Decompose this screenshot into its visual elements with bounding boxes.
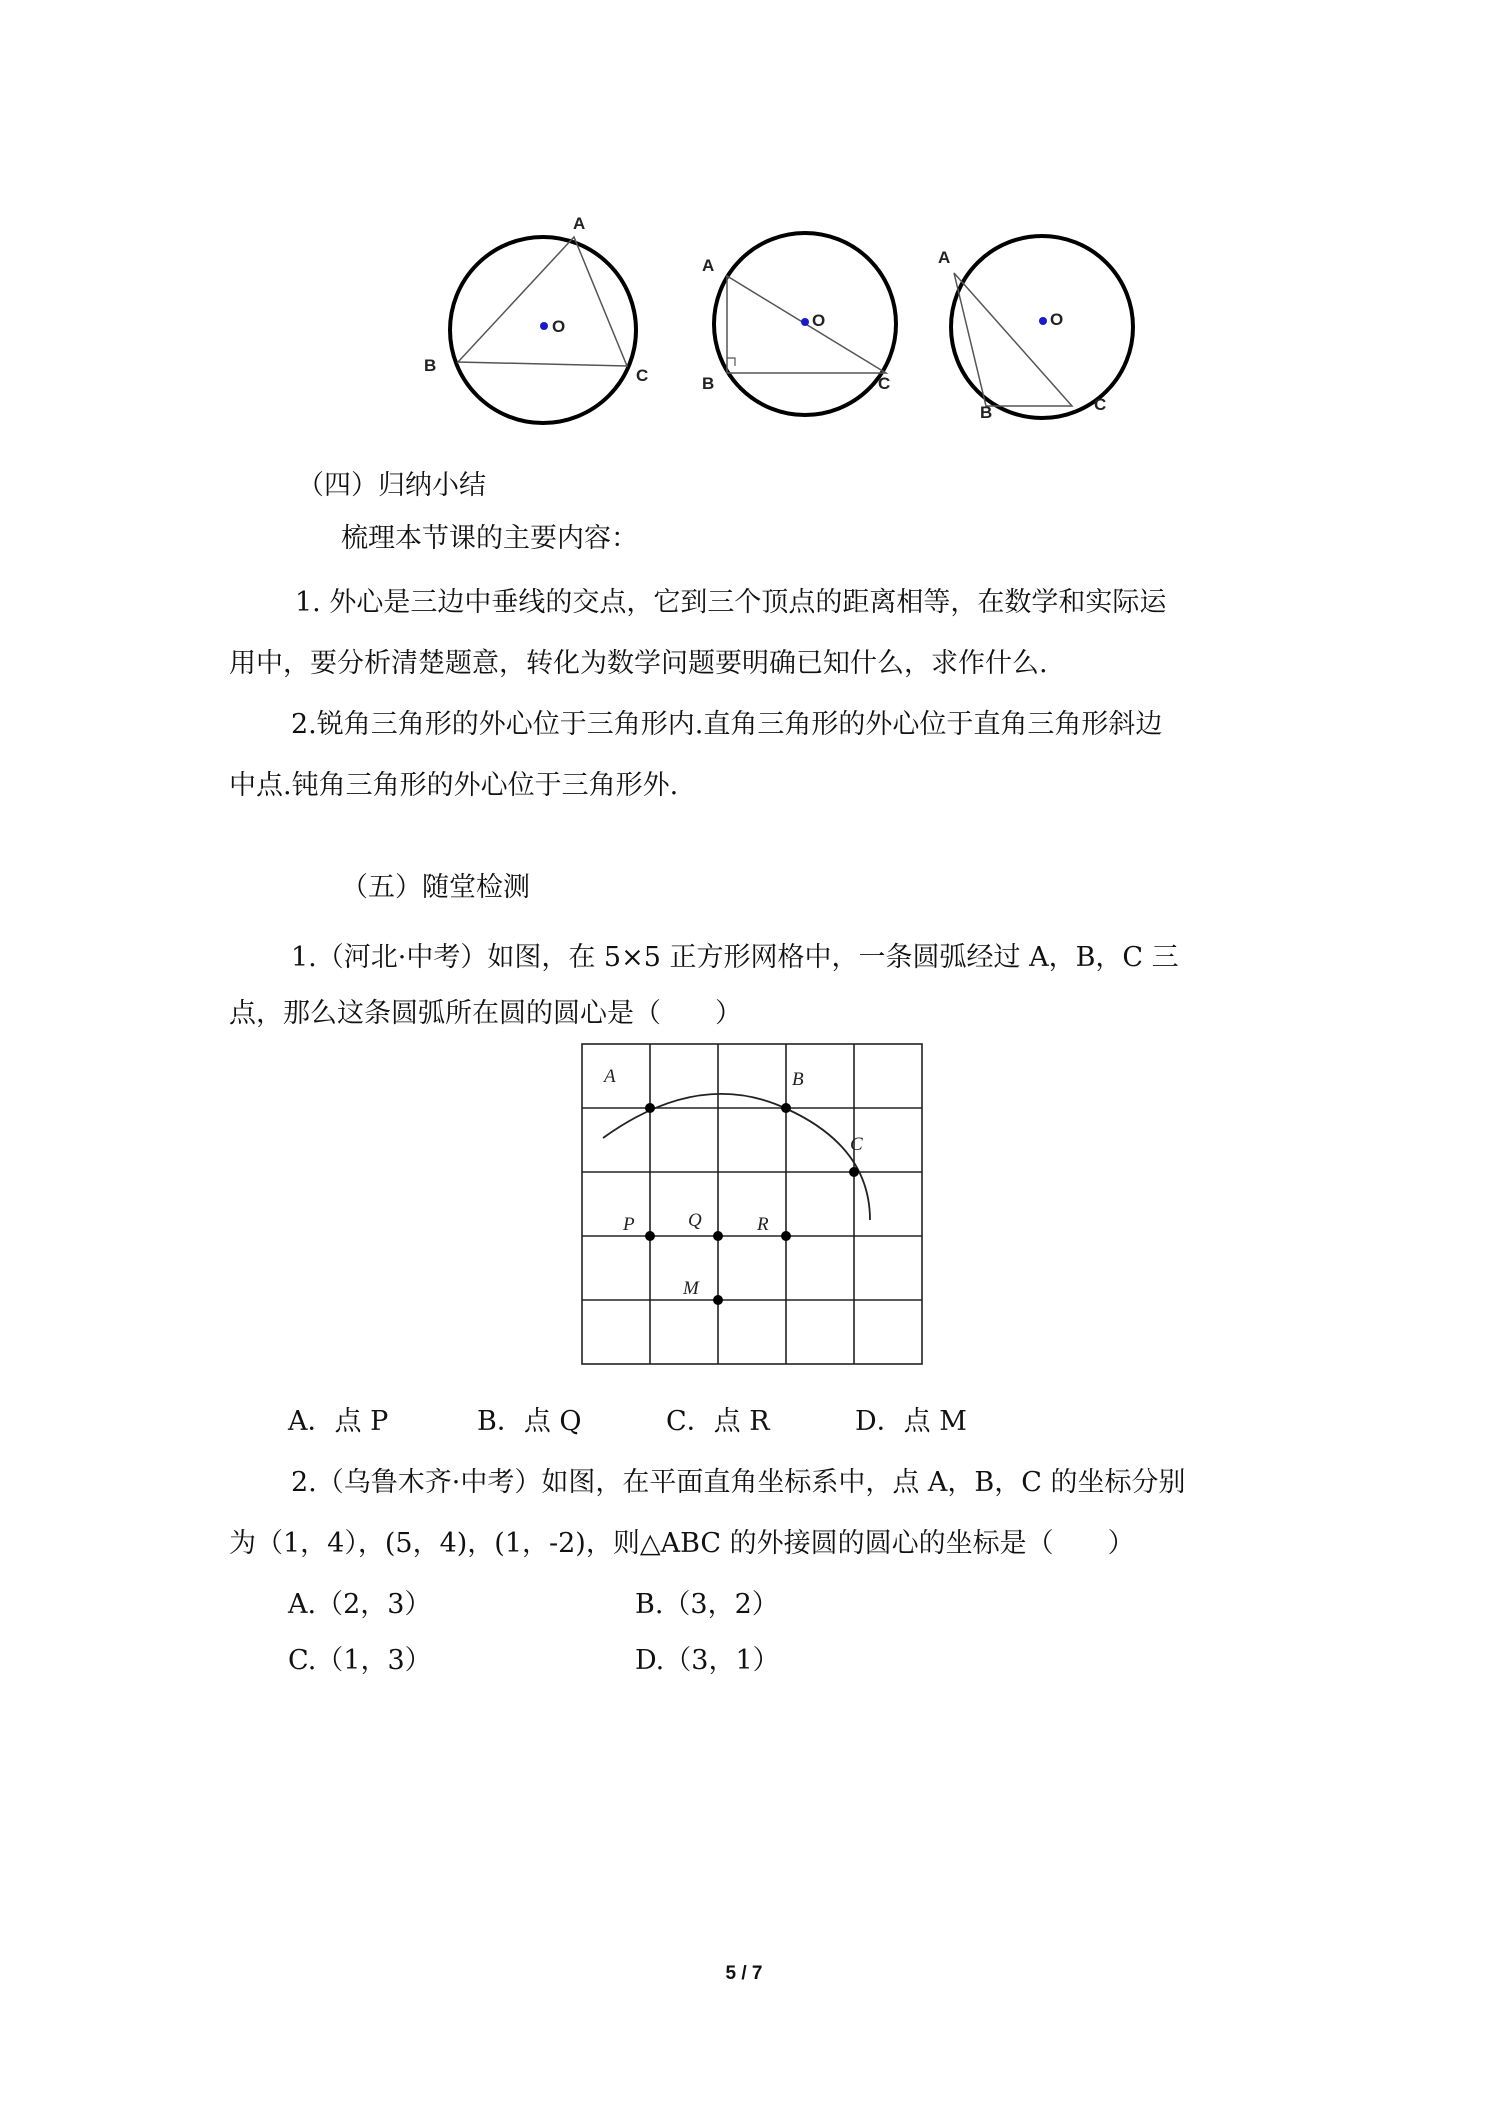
grid-label-m: M [683,1278,699,1299]
figure-obtuse-triangle [938,236,1133,422]
q1-line1: 1.（河北·中考）如图，在 5×5 正方形网格中，一条圆弧经过 A，B，C 三 [291,942,1179,973]
point-m [713,1295,723,1305]
grid-label-a: A [604,1066,616,1087]
q1-option-d: D．点 M [855,1406,967,1437]
summary-heading: （四）归纳小结 [297,470,486,501]
circle-3 [951,236,1133,418]
grid-label-b: B [792,1069,804,1090]
center-dot-3 [1039,317,1047,325]
fig1-label-a: A [573,214,586,233]
point-a [645,1103,655,1113]
center-dot-1 [540,322,548,330]
center-dot-2 [801,318,809,326]
summary-item2-line1: 2.锐角三角形的外心位于三角形内.直角三角形的外心位于直角三角形斜边 [291,709,1163,740]
q1-option-c: C．点 R [666,1406,770,1437]
summary-intro: 梳理本节课的主要内容： [341,523,638,554]
fig3-label-a: A [938,248,951,267]
q2-option-a: A.（2，3） [288,1589,432,1620]
circular-arc [603,1094,870,1220]
grid-label-p: P [623,1214,635,1235]
q1-option-b: B．点 Q [477,1406,582,1437]
point-q [713,1231,723,1241]
fig2-label-c: C [878,374,891,393]
circumcenter-figures [0,0,1488,440]
fig1-label-b: B [424,356,437,375]
circle-1 [450,237,636,423]
fig3-label-o: O [1050,310,1064,329]
fig3-label-b: B [980,403,993,422]
q1-option-a: A．点 P [288,1406,389,1437]
right-angle-mark [727,358,735,366]
q1-line2: 点，那么这条圆弧所在圆的圆心是（ ） [229,998,742,1029]
page-number: 5 / 7 [725,1963,763,1984]
fig3-label-c: C [1094,395,1107,414]
q2-line2: 为（1，4），(5，4)，(1，-2)，则△ABC 的外接圆的圆心的坐标是（ ） [229,1528,1135,1559]
point-r [781,1231,791,1241]
q2-line1: 2.（乌鲁木齐·中考）如图，在平面直角坐标系中，点 A，B，C 的坐标分别 [291,1467,1186,1498]
fig1-label-c: C [636,366,649,385]
fig2-label-b: B [702,374,715,393]
summary-item2-line2: 中点.钝角三角形的外心位于三角形外. [229,770,679,801]
summary-item1-line2: 用中，要分析清楚题意，转化为数学问题要明确已知什么，求作什么. [229,648,1048,679]
q2-option-b: B.（3，2） [635,1589,779,1620]
grid-figure [570,1032,930,1372]
fig2-label-o: O [812,311,826,330]
fig2-label-a: A [702,256,715,275]
grid-label-r: R [757,1214,769,1235]
grid-lines [582,1044,922,1364]
grid-label-c: C [850,1134,863,1155]
figure-right-triangle [702,233,896,415]
q2-option-c: C.（1，3） [288,1645,432,1676]
figure-acute-triangle [424,214,648,423]
fig1-label-o: O [552,317,566,336]
summary-item1-line1: 1. 外心是三边中垂线的交点，它到三个顶点的距离相等，在数学和实际运 [295,587,1167,618]
point-b [781,1103,791,1113]
point-p [645,1231,655,1241]
quiz-heading: （五）随堂检测 [341,872,530,903]
point-c [849,1167,859,1177]
grid-label-q: Q [688,1210,702,1231]
q2-option-d: D.（3，1） [635,1645,780,1676]
